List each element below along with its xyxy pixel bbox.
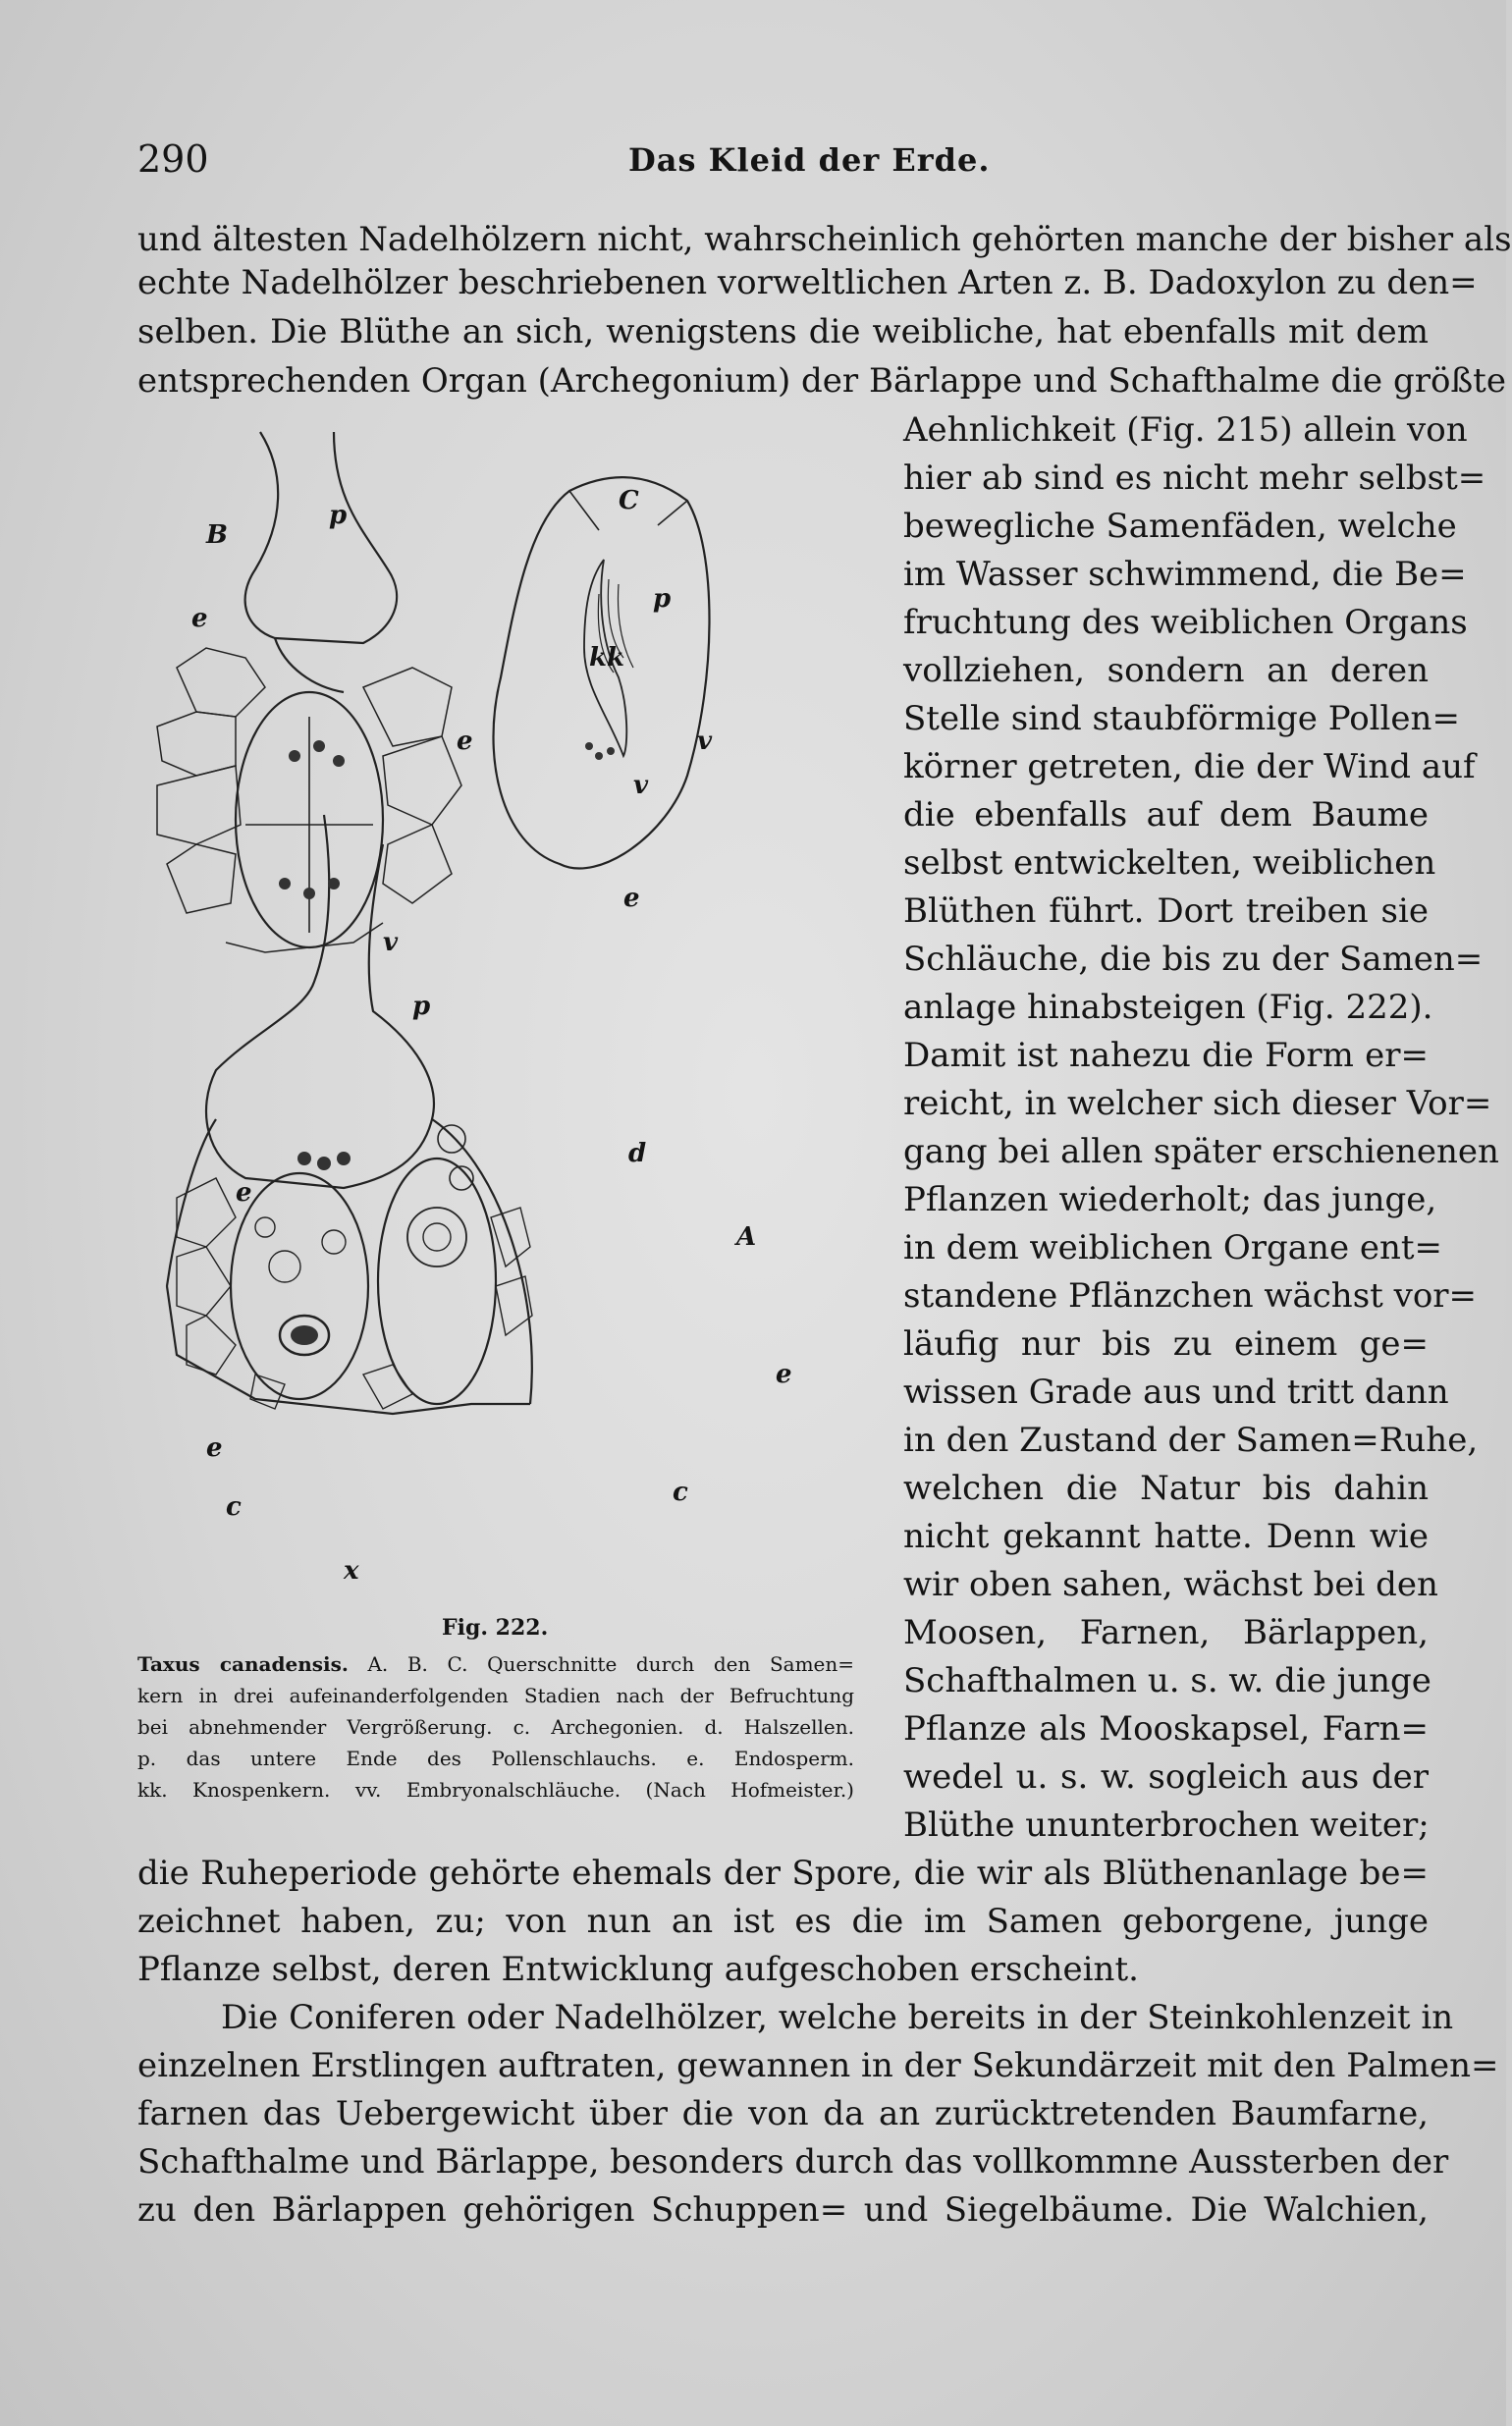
column-line: anlage hinabsteigen (Fig. 222). xyxy=(903,988,1433,1027)
label-c: c xyxy=(226,1492,242,1522)
body-line: zu den Bärlappen gehörigen Schuppen= und Siegelbäume. Die Walchien, xyxy=(137,2190,1429,2230)
running-title: Das Kleid der Erde. xyxy=(628,141,991,179)
column-line: reicht, in welcher sich dieser Vor= xyxy=(903,1084,1492,1123)
column-line: Blüthen führt. Dort treiben sie xyxy=(903,891,1429,931)
figure-caption-line xyxy=(137,1649,854,1679)
column-line: läufig nur bis zu einem ge= xyxy=(903,1324,1429,1364)
column-line: körner getreten, die der Wind auf xyxy=(903,747,1476,786)
label-e: e xyxy=(776,1360,792,1389)
body-line: einzelnen Erstlingen auftraten, gewannen in der Sekundärzeit mit den Palmen= xyxy=(137,2046,1499,2085)
column-line: wir oben sahen, wächst bei den xyxy=(903,1565,1438,1604)
column-line: fruchtung des weiblichen Organs xyxy=(903,603,1468,642)
column-line: wedel u. s. w. sogleich aus der xyxy=(903,1757,1429,1797)
column-line: Stelle sind staubförmige Pollen= xyxy=(903,699,1460,738)
body-line: und ältesten Nadelhölzern nicht, wahrscheinlich gehörten manche der bisher als xyxy=(137,220,1512,259)
caption-species: Taxus canadensis. xyxy=(137,1652,349,1676)
column-line: gang bei allen später erschienenen xyxy=(903,1132,1499,1171)
body-line: die Ruheperiode gehörte ehemals der Spore, die wir als Blüthenanlage be= xyxy=(137,1854,1429,1893)
label-e: e xyxy=(623,884,640,913)
column-line: selbst entwickelten, weiblichen xyxy=(903,843,1436,883)
column-line: Schläuche, die bis zu der Samen= xyxy=(903,940,1484,979)
label-e: e xyxy=(206,1433,223,1463)
figure-222 xyxy=(137,432,884,1590)
column-line: in den Zustand der Samen=Ruhe, xyxy=(903,1421,1479,1460)
column-line: nicht gekannt hatte. Denn wie xyxy=(903,1517,1429,1556)
column-line: vollziehen, sondern an deren xyxy=(903,651,1429,690)
label-A: A xyxy=(736,1222,757,1252)
label-e: e xyxy=(457,727,473,756)
figure-caption-line: kern in drei aufeinanderfolgenden Stadien nach der Befruchtung xyxy=(137,1684,854,1707)
label-kk: kk xyxy=(589,643,625,673)
column-line: Pflanzen wiederholt; das junge, xyxy=(903,1180,1437,1219)
page-number: 290 xyxy=(137,137,209,181)
column-line: Moosen, Farnen, Bärlappen, xyxy=(903,1613,1429,1652)
label-c: c xyxy=(673,1478,688,1507)
body-line: Pflanze selbst, deren Entwicklung aufgeschoben erscheint. xyxy=(137,1950,1139,1989)
column-line: Aehnlichkeit (Fig. 215) allein von xyxy=(903,410,1468,450)
label-p: p xyxy=(329,501,348,530)
body-line: farnen das Uebergewicht über die von da an zurücktretenden Baumfarne, xyxy=(137,2094,1429,2133)
label-d: d xyxy=(628,1139,647,1168)
column-line: standene Pflänzchen wächst vor= xyxy=(903,1276,1478,1316)
label-x: x xyxy=(344,1556,359,1586)
label-e: e xyxy=(236,1178,252,1208)
figure-caption-line: p. das untere Ende des Pollenschlauchs. e. Endosperm. xyxy=(137,1747,854,1770)
column-line: Damit ist nahezu die Form er= xyxy=(903,1036,1429,1075)
caption-text: A. B. C. Querschnitte durch den Samen= xyxy=(348,1652,855,1676)
figure-caption-line: kk. Knospenkern. vv. Embryonalschläuche. (Nach Hofmeister.) xyxy=(137,1778,854,1802)
taxus-illustration xyxy=(137,432,884,1590)
page-header xyxy=(137,137,1433,196)
label-v: v xyxy=(633,771,649,800)
column-line: in dem weiblichen Organe ent= xyxy=(903,1228,1443,1267)
column-line: hier ab sind es nicht mehr selbst= xyxy=(903,458,1486,498)
label-p: p xyxy=(653,584,672,614)
label-C: C xyxy=(619,486,639,515)
body-line: echte Nadelhölzer beschriebenen vorweltlichen Arten z. B. Dadoxylon zu den= xyxy=(137,263,1478,302)
label-B: B xyxy=(206,520,228,550)
column-line: welchen die Natur bis dahin xyxy=(903,1469,1429,1508)
label-v: v xyxy=(697,727,713,756)
body-line: Schafthalme und Bärlappe, besonders durch das vollkommne Aussterben der xyxy=(137,2142,1449,2182)
body-line: entsprechenden Organ (Archegonium) der Bärlappe und Schafthalme die größte xyxy=(137,361,1506,401)
body-line: Die Coniferen oder Nadelhölzer, welche bereits in der Steinkohlenzeit in xyxy=(221,1998,1454,2037)
column-line: die ebenfalls auf dem Baume xyxy=(903,795,1429,835)
column-line: bewegliche Samenfäden, welche xyxy=(903,507,1457,546)
label-p: p xyxy=(412,992,431,1021)
label-e: e xyxy=(191,604,208,633)
figure-caption-line: bei abnehmender Vergrößerung. c. Archegonien. d. Halszellen. xyxy=(137,1715,854,1739)
body-line: zeichnet haben, zu; von nun an ist es die im Samen geborgene, junge xyxy=(137,1902,1429,1941)
column-line: Blüthe ununterbrochen weiter; xyxy=(903,1806,1430,1845)
body-line: selben. Die Blüthe an sich, wenigstens die weibliche, hat ebenfalls mit dem xyxy=(137,312,1429,351)
column-line: wissen Grade aus und tritt dann xyxy=(903,1373,1449,1412)
label-v: v xyxy=(383,928,399,957)
column-line: Pflanze als Mooskapsel, Farn= xyxy=(903,1709,1429,1749)
figure-title: Fig. 222. xyxy=(442,1615,549,1641)
column-line: im Wasser schwimmend, die Be= xyxy=(903,555,1467,594)
column-line: Schafthalmen u. s. w. die junge xyxy=(903,1661,1431,1700)
